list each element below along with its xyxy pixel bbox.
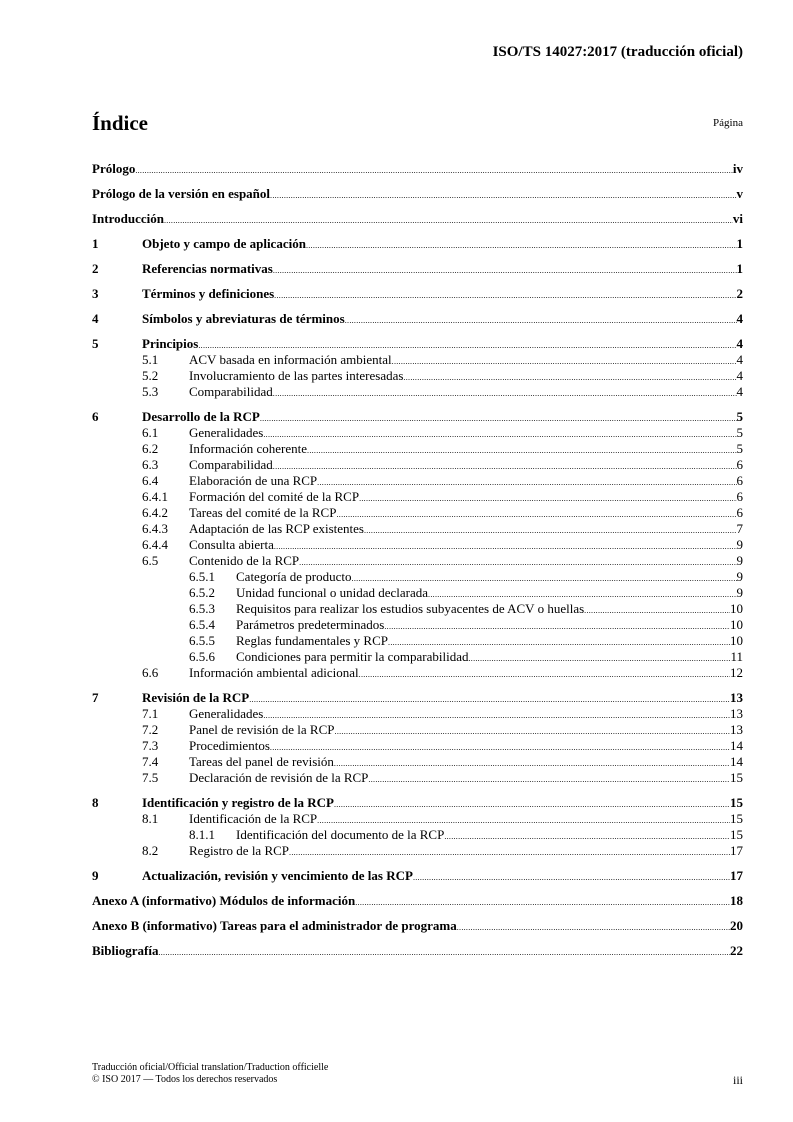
toc-entry-title: Anexo B (informativo) Tareas para el administrador de programa <box>92 918 457 933</box>
toc-entry[interactable] <box>92 286 743 302</box>
toc-entry-page: 4 <box>736 368 743 383</box>
toc-entry-number: 8.1 <box>142 811 159 826</box>
toc-entry[interactable] <box>92 336 743 352</box>
toc-entry-page: 20 <box>730 918 743 933</box>
toc-entry[interactable] <box>92 537 743 553</box>
toc-entry-title: Comparabilidad <box>189 384 273 399</box>
toc-entry-page: 1 <box>736 236 743 251</box>
toc-entry[interactable] <box>92 706 743 722</box>
toc-entry-number: 6.3 <box>142 457 159 472</box>
toc-entry-title: Categoría de producto <box>236 569 352 584</box>
toc-entry-number: 9 <box>92 868 99 883</box>
leader-dots <box>345 313 737 327</box>
toc-entry-page: v <box>736 186 743 201</box>
footer-copyright: © ISO 2017 — Todos los derechos reservados <box>92 1074 278 1085</box>
toc-entry-page: 10 <box>730 617 743 632</box>
toc-entry[interactable] <box>92 722 743 738</box>
leader-dots <box>135 163 733 177</box>
toc-entry-page: 15 <box>730 795 743 810</box>
leader-dots <box>263 708 730 722</box>
toc-entry-title: Generalidades <box>189 706 264 721</box>
page-title: Índice <box>92 111 149 135</box>
toc-entry-page: 13 <box>730 722 743 737</box>
toc-entry-title: Símbolos y abreviaturas de términos <box>142 311 345 326</box>
toc-entry-title: Tareas del panel de revisión <box>189 754 334 769</box>
toc-entry-page: 15 <box>730 811 743 826</box>
toc-entry[interactable] <box>92 795 743 811</box>
toc-entry[interactable] <box>92 368 743 384</box>
toc-entry[interactable] <box>92 811 743 827</box>
toc-entry-number: 6.5.3 <box>189 601 215 616</box>
toc-entry-page: 6 <box>736 505 743 520</box>
toc-entry[interactable] <box>92 690 743 706</box>
toc-entry[interactable] <box>92 553 743 569</box>
toc-entry-title: Actualización, revisión y vencimiento de las RCP <box>142 868 413 883</box>
toc-entry-number: 6.1 <box>142 425 159 440</box>
toc-entry-page: 5 <box>736 409 743 424</box>
leader-dots <box>164 213 733 227</box>
toc-entry-title: Introducción <box>92 211 164 226</box>
toc-entry-page: 10 <box>730 601 743 616</box>
toc-entry-page: 6 <box>736 457 743 472</box>
toc-entry-title: Objeto y campo de aplicación <box>142 236 306 251</box>
toc-entry[interactable] <box>92 211 743 227</box>
leader-dots <box>336 507 736 521</box>
toc-entry[interactable] <box>92 738 743 754</box>
toc-entry-number: 2 <box>92 261 99 276</box>
toc-entry-page: 7 <box>736 521 743 536</box>
toc-entry-page: 9 <box>736 537 743 552</box>
leader-dots <box>273 386 737 400</box>
toc-entry-title: Bibliografía <box>92 943 159 958</box>
toc-entry-title: Registro de la RCP <box>189 843 290 858</box>
leader-dots <box>263 427 736 441</box>
toc-entry-number: 6.5.2 <box>189 585 215 600</box>
leader-dots <box>306 238 737 252</box>
toc-entry-title: Anexo A (informativo) Módulos de información <box>92 893 356 908</box>
toc-entry[interactable] <box>92 633 743 649</box>
toc-entry-title: Requisitos para realizar los estudios subyacentes de ACV o huellas <box>236 601 585 616</box>
toc-entry-page: 2 <box>736 286 743 301</box>
toc-entry-page: 15 <box>730 770 743 785</box>
toc-entry[interactable] <box>92 617 743 633</box>
toc-entry-page: 14 <box>730 754 743 769</box>
toc-entry-title: Revisión de la RCP <box>142 690 250 705</box>
toc-entry-number: 6.5 <box>142 553 159 568</box>
toc-entry-title: Adaptación de las RCP existentes <box>189 521 364 536</box>
toc-entry-page: iv <box>732 161 743 176</box>
toc-entry-title: Tareas del comité de la RCP <box>189 505 337 520</box>
toc-entry[interactable] <box>92 665 743 681</box>
leader-dots <box>403 370 736 384</box>
toc-entry[interactable] <box>92 409 743 425</box>
leader-dots <box>359 491 736 505</box>
leader-dots <box>260 411 737 425</box>
toc-entry-title: Parámetros predeterminados <box>236 617 385 632</box>
toc-entry[interactable] <box>92 754 743 770</box>
toc-entry-title: Identificación de la RCP <box>189 811 318 826</box>
toc-entry[interactable] <box>92 261 743 277</box>
toc-entry-page: 17 <box>730 843 743 858</box>
toc-entry-title: Términos y definiciones <box>142 286 275 301</box>
toc-entry-page: 4 <box>736 311 743 326</box>
page-footer <box>92 1062 743 1086</box>
leader-dots <box>274 288 736 302</box>
toc-entry-title: Declaración de revisión de la RCP <box>189 770 369 785</box>
toc-entry-page: 13 <box>730 706 743 721</box>
toc-entry-number: 7.1 <box>142 706 159 721</box>
toc-entry-page: 4 <box>736 352 743 367</box>
leader-dots <box>584 603 730 617</box>
leader-dots <box>158 945 730 959</box>
toc-entry-title: Contenido de la RCP <box>189 553 300 568</box>
toc-entry-number: 6.5.1 <box>189 569 215 584</box>
toc-entry[interactable] <box>92 770 743 786</box>
toc-entry-page: 14 <box>730 738 743 753</box>
leader-dots <box>270 740 730 754</box>
toc-entry-title: Formación del comité de la RCP <box>189 489 360 504</box>
toc-entry-title: Unidad funcional o unidad declarada <box>236 585 429 600</box>
leader-dots <box>274 539 737 553</box>
leader-dots <box>413 870 730 884</box>
toc-entry-page: 11 <box>730 649 743 664</box>
toc-entry[interactable] <box>92 489 743 505</box>
toc-entry-page: 1 <box>736 261 743 276</box>
leader-dots <box>352 571 737 585</box>
toc-entry[interactable] <box>92 918 743 934</box>
toc-entry[interactable] <box>92 311 743 327</box>
toc-entry-number: 6.4.4 <box>142 537 168 552</box>
leader-dots <box>384 619 730 633</box>
toc-entry-number: 6.2 <box>142 441 159 456</box>
toc-entry-number: 6.5.4 <box>189 617 215 632</box>
leader-dots <box>307 443 736 457</box>
toc-entry-title: Involucramiento de las partes interesadas <box>189 368 404 383</box>
leader-dots <box>317 813 730 827</box>
toc-entry-title: Desarrollo de la RCP <box>142 409 260 424</box>
toc-entry[interactable] <box>92 425 743 441</box>
toc-entry-number: 7.5 <box>142 770 159 785</box>
toc-entry-title: Identificación y registro de la RCP <box>142 795 334 810</box>
table-of-contents <box>92 161 743 959</box>
leader-dots <box>299 555 736 569</box>
toc-entry-title: Generalidades <box>189 425 264 440</box>
leader-dots <box>359 667 730 681</box>
toc-entry[interactable] <box>92 868 743 884</box>
leader-dots <box>334 797 730 811</box>
toc-entry[interactable] <box>92 843 743 859</box>
leader-dots <box>249 692 730 706</box>
leader-dots <box>364 523 737 537</box>
toc-entry-number: 4 <box>92 311 99 326</box>
document-header: ISO/TS 14027:2017 (traducción oficial) <box>492 44 743 60</box>
toc-entry-page: 6 <box>736 473 743 488</box>
page-number: iii <box>732 1073 743 1087</box>
toc-entry-page: 22 <box>730 943 743 958</box>
leader-dots <box>388 635 730 649</box>
leader-dots <box>273 263 737 277</box>
toc-entry-number: 6.6 <box>142 665 159 680</box>
toc-entry-page: 17 <box>730 868 743 883</box>
leader-dots <box>273 459 737 473</box>
toc-entry-page: 12 <box>730 665 743 680</box>
leader-dots <box>428 587 736 601</box>
toc-entry-page: 18 <box>730 893 743 908</box>
toc-entry-page: 10 <box>730 633 743 648</box>
toc-entry-number: 6 <box>92 409 99 424</box>
toc-entry-number: 1 <box>92 236 99 251</box>
toc-entry-page: vi <box>732 211 743 226</box>
toc-entry[interactable] <box>92 186 743 202</box>
toc-entry[interactable] <box>92 352 743 368</box>
leader-dots <box>457 920 730 934</box>
toc-entry-page: 4 <box>736 384 743 399</box>
leader-dots <box>317 475 736 489</box>
leader-dots <box>368 772 730 786</box>
leader-dots <box>444 829 730 843</box>
leader-dots <box>334 756 730 770</box>
toc-entry[interactable] <box>92 943 743 959</box>
toc-entry-page: 4 <box>736 336 743 351</box>
toc-entry-page: 15 <box>730 827 743 842</box>
toc-entry-title: Comparabilidad <box>189 457 273 472</box>
toc-entry-number: 8.1.1 <box>189 827 215 842</box>
toc-entry[interactable] <box>92 893 743 909</box>
toc-entry-number: 5 <box>92 336 99 351</box>
leader-dots <box>335 724 730 738</box>
toc-entry-title: Consulta abierta <box>189 537 274 552</box>
toc-entry-page: 5 <box>736 441 743 456</box>
toc-entry-title: Principios <box>142 336 199 351</box>
toc-entry-number: 3 <box>92 286 99 301</box>
toc-entry-page: 13 <box>730 690 743 705</box>
toc-entry[interactable] <box>92 521 743 537</box>
leader-dots <box>198 338 736 352</box>
toc-entry-number: 6.4 <box>142 473 159 488</box>
toc-entry[interactable] <box>92 601 743 617</box>
toc-entry-number: 7.4 <box>142 754 159 769</box>
toc-entry[interactable] <box>92 441 743 457</box>
toc-entry-number: 7 <box>92 690 99 705</box>
toc-entry[interactable] <box>92 161 743 177</box>
toc-entry[interactable] <box>92 569 743 585</box>
toc-entry-title: Elaboración de una RCP <box>189 473 318 488</box>
toc-entry-title: Panel de revisión de la RCP <box>189 722 335 737</box>
footer-translation-note: Traducción oficial/Official translation/Traduction officielle <box>92 1062 329 1073</box>
toc-entry-title: Referencias normativas <box>142 261 273 276</box>
toc-entry-number: 6.5.5 <box>189 633 215 648</box>
toc-entry-number: 8.2 <box>142 843 159 858</box>
toc-entry-page: 9 <box>736 569 743 584</box>
toc-entry-number: 5.2 <box>142 368 159 383</box>
toc-entry[interactable] <box>92 473 743 489</box>
toc-entry-number: 7.3 <box>142 738 159 753</box>
toc-entry-title: Información coherente <box>189 441 308 456</box>
toc-entry-title: ACV basada en información ambiental <box>189 352 392 367</box>
toc-entry[interactable] <box>92 236 743 252</box>
toc-entry-page: 9 <box>736 585 743 600</box>
leader-dots <box>289 845 730 859</box>
toc-entry[interactable] <box>92 827 743 843</box>
toc-entry-number: 6.4.2 <box>142 505 168 520</box>
toc-entry-title: Identificación del documento de la RCP <box>236 827 445 842</box>
toc-entry-number: 5.1 <box>142 352 159 367</box>
toc-entry-title: Prólogo de la versión en español <box>92 186 271 201</box>
toc-entry[interactable] <box>92 585 743 601</box>
toc-entry-number: 6.5.6 <box>189 649 215 664</box>
leader-dots <box>468 651 730 665</box>
toc-entry-title: Información ambiental adicional <box>189 665 359 680</box>
toc-entry-number: 6.4.3 <box>142 521 168 536</box>
toc-entry-page: 6 <box>736 489 743 504</box>
leader-dots <box>355 895 730 909</box>
toc-entry-title: Procedimientos <box>189 738 270 753</box>
leader-dots <box>392 354 737 368</box>
leader-dots <box>270 188 736 202</box>
toc-entry-number: 8 <box>92 795 99 810</box>
toc-entry-number: 6.4.1 <box>142 489 168 504</box>
toc-entry-title: Prólogo <box>92 161 136 176</box>
toc-entry[interactable] <box>92 505 743 521</box>
toc-entry[interactable] <box>92 384 743 400</box>
toc-entry-page: 5 <box>736 425 743 440</box>
toc-entry-title: Reglas fundamentales y RCP <box>236 633 389 648</box>
toc-entry[interactable] <box>92 649 743 665</box>
page-column-label: Página <box>713 117 743 129</box>
toc-entry-page: 9 <box>736 553 743 568</box>
toc-entry-title: Condiciones para permitir la comparabilidad <box>236 649 469 664</box>
toc-entry[interactable] <box>92 457 743 473</box>
toc-entry-number: 7.2 <box>142 722 159 737</box>
toc-entry-number: 5.3 <box>142 384 159 399</box>
